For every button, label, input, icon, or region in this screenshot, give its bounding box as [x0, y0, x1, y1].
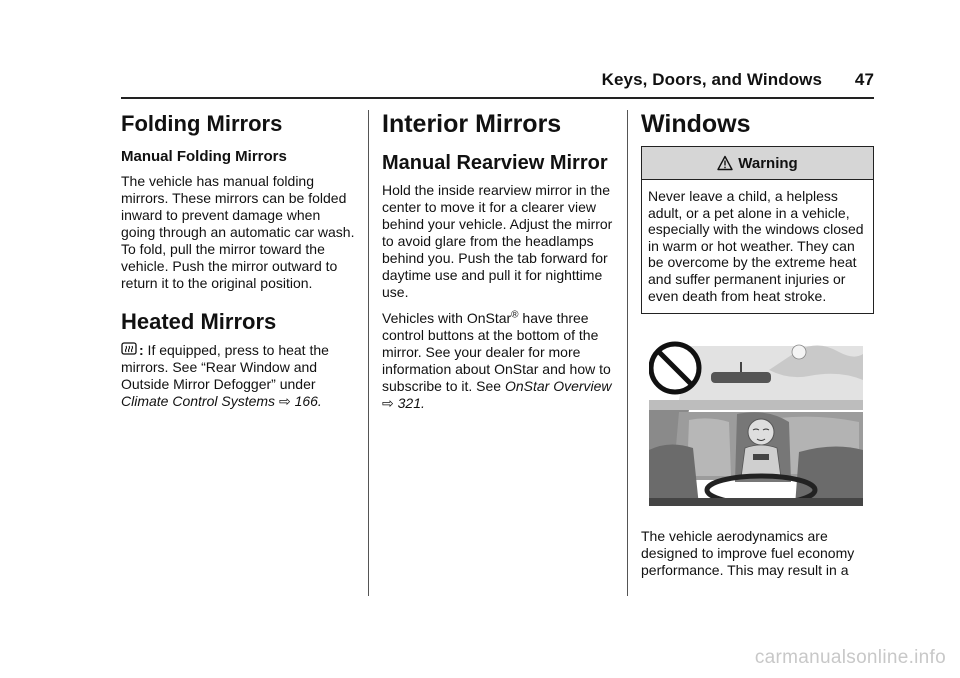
onstar-text — [382, 310, 614, 412]
ref-arrow-icon: ⇨ — [382, 395, 394, 411]
manual-folding-text: The vehicle has manual folding mirrors. These mirrors can be folded inward to prevent damage when going through an automatic car wash. To fold, pull the mirror toward the vehicle. Push the mirror outward to return it to the original position. — [121, 173, 355, 291]
climate-control-page-ref[interactable]: 166. — [294, 393, 322, 409]
onstar-overview-link[interactable]: OnStar Overview — [504, 378, 612, 394]
no-child-left-in-car-illustration — [649, 340, 863, 506]
column-1 — [121, 108, 357, 419]
page-header — [602, 70, 874, 90]
section-title: Keys, Doors, and Windows — [601, 70, 823, 89]
column-3 — [641, 108, 874, 588]
rearview-text: Hold the inside rearview mirror in the center to move it for a clearer view behind your vehicle. Adjust the mirror to avoid glare from the headlamps behind you. Push the tab forward for daytime use and pull it for nighttime use. — [382, 182, 613, 300]
onstar-overview-page-ref[interactable]: 321. — [397, 395, 425, 411]
heated-mirrors-heading: Heated Mirrors — [121, 309, 277, 334]
warning-label: Warning — [738, 154, 798, 172]
watermark: carmanualsonline.info — [754, 647, 946, 668]
warning-triangle-icon — [717, 155, 733, 171]
aerodynamics-text: The vehicle aerodynamics are designed to improve fuel economy performance. This may result in a — [641, 528, 855, 579]
header-rule — [121, 97, 874, 99]
column-divider-2 — [627, 110, 628, 596]
manual-folding-mirrors-heading: Manual Folding Mirrors — [121, 148, 287, 165]
windows-heading: Windows — [641, 110, 751, 138]
heated-text: If equipped, press to heat the mirrors. See “Rear Window and Outside Mirror Defogger” under — [121, 342, 329, 392]
warning-text: Never leave a child, a helpless adult, or a pet alone in a vehicle, especially with the windows closed in warm or hot weather. They can be overcome by the extreme heat and suffer permanent injuries or even death from heat stroke. — [648, 188, 864, 304]
climate-control-link[interactable]: Climate Control Systems — [121, 393, 276, 409]
heated-colon: : — [139, 342, 144, 358]
heated-mirrors-text — [121, 342, 357, 410]
registered-mark: ® — [511, 309, 519, 321]
onstar-text-start: Vehicles with OnStar — [382, 310, 512, 326]
column-divider-1 — [368, 110, 369, 596]
warning-header — [642, 147, 873, 180]
column-2 — [382, 108, 614, 421]
rear-defog-icon — [121, 342, 137, 358]
ref-arrow-icon: ⇨ — [278, 393, 291, 409]
onstar-text-rest: have three control buttons at the bottom of the mirror. See your dealer for more information about OnStar and how to subscribe to it. See — [382, 310, 611, 394]
manual-rearview-mirror-heading: Manual Rearview Mirror — [382, 152, 608, 174]
warning-box — [641, 146, 874, 314]
interior-mirrors-heading: Interior Mirrors — [382, 110, 562, 138]
folding-mirrors-heading: Folding Mirrors — [121, 111, 283, 136]
page-number: 47 — [854, 70, 874, 89]
